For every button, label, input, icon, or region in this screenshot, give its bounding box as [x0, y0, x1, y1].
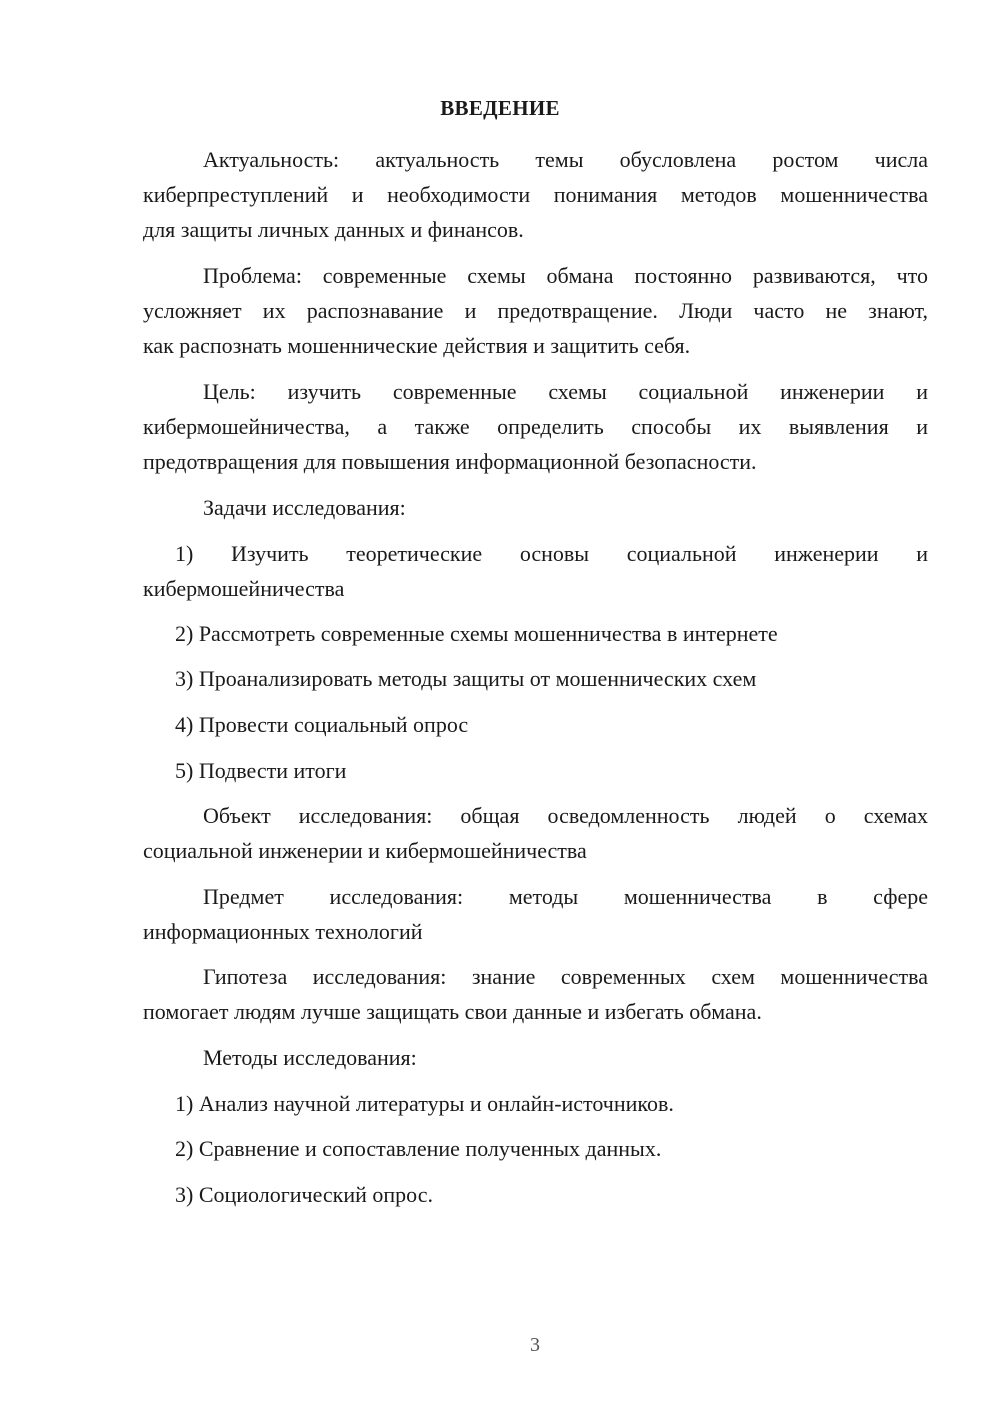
- relevance-line-2: киберпреступлений и необходимости понимания методов мошенничества: [143, 182, 928, 207]
- task-item-1-line-2: кибермошейничества: [143, 576, 345, 601]
- task-item-3: 3) Проанализировать методы защиты от мошеннических схем: [175, 666, 757, 691]
- hypothesis-line-1: Гипотеза исследования: знание современных схем мошенничества: [203, 964, 928, 989]
- problem-line-3: как распознать мошеннические действия и защитить себя.: [143, 333, 691, 358]
- object-line-1: Объект исследования: общая осведомленность людей о схемах: [203, 803, 928, 828]
- page-title: ВВЕДЕНИЕ: [440, 96, 560, 120]
- hypothesis-line-2: помогает людям лучше защищать свои данные и избегать обмана.: [143, 999, 762, 1024]
- relevance-line-1: Актуальность: актуальность темы обусловлена ростом числа: [203, 147, 928, 172]
- relevance-line-3: для защиты личных данных и финансов.: [143, 217, 524, 242]
- object-line-2: социальной инженерии и кибермошейничества: [143, 838, 587, 863]
- task-item-4: 4) Провести социальный опрос: [175, 712, 469, 737]
- method-item-2: 2) Сравнение и сопоставление полученных данных.: [175, 1136, 662, 1161]
- problem-line-1: Проблема: современные схемы обмана постоянно развиваются, что: [203, 263, 928, 288]
- task-item-5: 5) Подвести итоги: [175, 758, 347, 783]
- goal-line-3: предотвращения для повышения информационной безопасности.: [143, 449, 757, 474]
- problem-line-2: усложняет их распознавание и предотвращение. Люди часто не знают,: [143, 298, 928, 323]
- page-number: 3: [530, 1334, 540, 1356]
- goal-line-1: Цель: изучить современные схемы социальной инженерии и: [203, 379, 928, 404]
- method-item-3: 3) Социологический опрос.: [175, 1182, 433, 1207]
- methods-title: Методы исследования:: [203, 1045, 417, 1070]
- method-item-1: 1) Анализ научной литературы и онлайн-источников.: [175, 1091, 674, 1116]
- tasks-title: Задачи исследования:: [203, 495, 406, 520]
- task-item-2: 2) Рассмотреть современные схемы мошенничества в интернете: [175, 621, 778, 646]
- task-item-1-line-1: 1) Изучить теоретические основы социальной инженерии и: [175, 541, 928, 566]
- goal-line-2: кибермошейничества, а также определить способы их выявления и: [143, 414, 928, 439]
- subject-line-2: информационных технологий: [143, 919, 423, 944]
- subject-line-1: Предмет исследования: методы мошенничества в сфере: [203, 884, 928, 909]
